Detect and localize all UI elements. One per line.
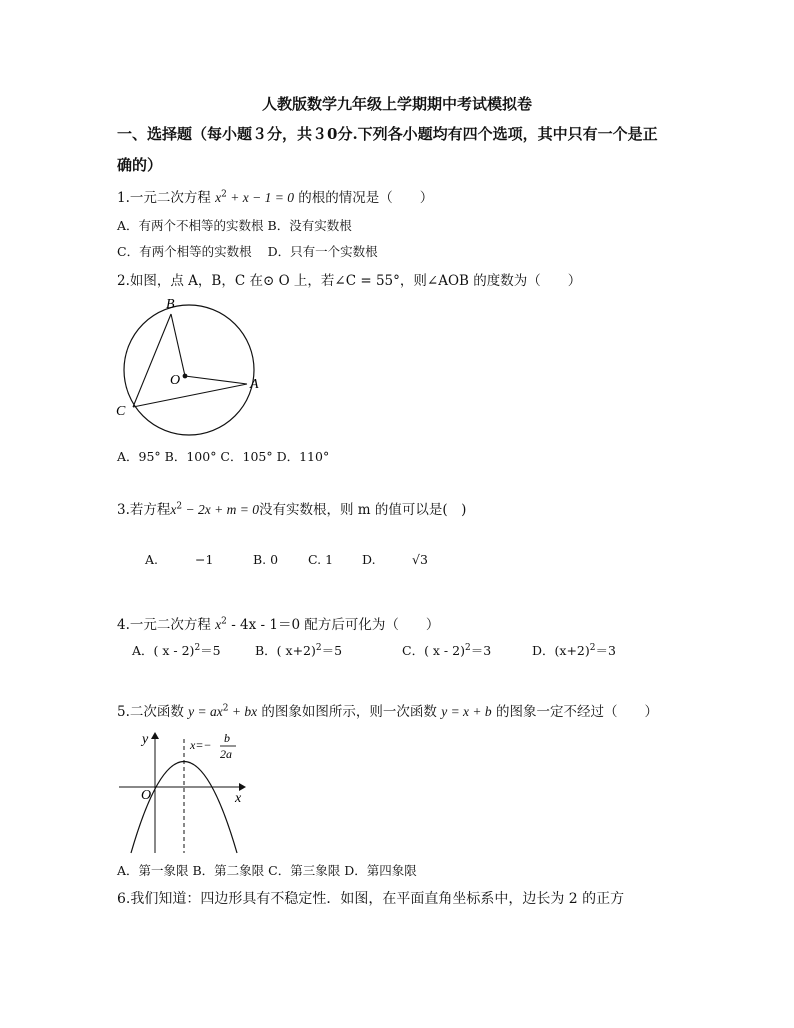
q4-option-c-tail: ＝3 (470, 643, 492, 658)
q4-option-b-exponent: 2 (315, 642, 322, 653)
q5-eq2: y = x + b (441, 704, 492, 719)
q5-eq1-exponent: 2 (222, 703, 229, 714)
label-c: C (116, 404, 126, 419)
q5-eq1-base: y = ax (188, 704, 223, 719)
q4-option-d-base: D．(x+2) (532, 643, 590, 658)
symmetry-eq-denominator: 2a (220, 747, 232, 761)
q5-suffix: 的图象一定不经过（ ） (491, 704, 658, 720)
q5-eq1-tail: + bx (228, 704, 258, 719)
section-heading-line2: 确的） (117, 156, 163, 174)
section-heading-line1: 一、选择题（每小题３分，共３0分.下列各小题均有四个选项，其中只有一个是正 (117, 125, 658, 143)
label-a: A (250, 377, 259, 392)
q3-equation-exponent: 2 (176, 501, 183, 512)
y-axis-label: y (142, 732, 149, 747)
q1-option-b: B．没有实数根 (267, 218, 352, 233)
q5-parabola-graph (115, 725, 255, 855)
q2-circle-figure (110, 290, 270, 450)
q4-option-c (402, 641, 491, 659)
q4-suffix: 配方后可化为（ ） (300, 617, 440, 633)
q3-option-c: C. 1 (308, 552, 334, 567)
q1-suffix: 的根的情况是（ ） (293, 190, 434, 206)
q1-prefix: 1.一元二次方程 (117, 190, 216, 206)
segment-oa (185, 376, 247, 384)
q4-option-c-base: C．( x - 2) (402, 643, 465, 658)
q1-equation-base: x (215, 190, 222, 205)
segment-ca (133, 384, 247, 407)
q3-prefix: 3.若方程 (117, 502, 171, 518)
q4-prefix: 4.一元二次方程 (117, 617, 216, 633)
question-5 (117, 700, 658, 720)
q1-option-c: C．有两个相等的实数根 (117, 244, 252, 259)
q4-option-b (255, 641, 342, 659)
question-3 (117, 498, 466, 518)
q4-option-b-base: B．( x+2) (255, 643, 316, 658)
q4-option-a (132, 641, 221, 659)
origin-label: O (141, 788, 152, 803)
q3-equation-base: x (170, 502, 177, 517)
q2-options: A．95° B．100° C．105° D．110° (117, 449, 330, 464)
x-axis-label: x (235, 791, 242, 806)
question-6: 6.我们知道：四边形具有不稳定性．如图，在平面直角坐标系中，边长为 2 的正方 (117, 891, 625, 907)
q4-option-c-exponent: 2 (464, 642, 471, 653)
q3-option-b: B. 0 (253, 552, 279, 567)
q4-option-b-tail: ＝5 (321, 643, 343, 658)
q4-option-d (532, 641, 616, 659)
q5-prefix: 5.二次函数 (117, 704, 189, 720)
circle-o (124, 305, 254, 435)
q1-option-a: A．有两个不相等的实数根 (117, 218, 264, 233)
label-o: O (170, 373, 181, 388)
q3-equation-tail: − 2x + m = 0 (182, 502, 259, 517)
symmetry-eq-left: x=− (190, 738, 212, 752)
q3-suffix: 没有实数根，则 m 的值可以是( ) (258, 502, 467, 518)
q4-equation-tail: - 4x - 1＝0 (226, 617, 301, 633)
q5-options: A．第一象限 B．第二象限 C．第三象限 D．第四象限 (117, 863, 417, 878)
question-1 (117, 186, 433, 206)
symmetry-eq-numerator: b (224, 731, 230, 745)
q5-mid: 的图象如图所示，则一次函数 (257, 704, 442, 720)
center-point-o (183, 374, 188, 379)
q4-option-d-exponent: 2 (589, 642, 596, 653)
q4-equation-exponent: 2 (221, 616, 227, 627)
q3-option-a-label: A. (145, 552, 159, 567)
question-2: 2.如图，点 A，B，C 在⊙ O 上，若∠C = 55°，则∠AOB 的度数为（ ） (117, 273, 582, 289)
q3-option-a-value: −1 (195, 552, 214, 567)
q1-option-d: D．只有一个实数根 (267, 244, 378, 259)
page-title: 人教版数学九年级上学期期中考试模拟卷 (261, 95, 532, 113)
q3-option-d-value: √3 (412, 552, 428, 567)
q1-equation-tail: + x − 1 = 0 (226, 190, 294, 205)
q1-equation-exponent: 2 (221, 189, 227, 200)
question-4 (117, 613, 439, 633)
q3-option-d-label: D. (362, 552, 376, 567)
segment-ob (171, 314, 185, 376)
q4-option-d-tail: ＝3 (595, 643, 616, 658)
q4-equation-base: x (215, 617, 222, 632)
q4-option-a-exponent: 2 (194, 642, 201, 653)
q4-option-a-tail: ＝5 (200, 643, 221, 658)
q1-options-row2 (117, 242, 378, 260)
q4-option-a-base: A．( x - 2) (132, 643, 195, 658)
label-b: B (166, 297, 175, 312)
q1-options-row1 (117, 216, 352, 234)
